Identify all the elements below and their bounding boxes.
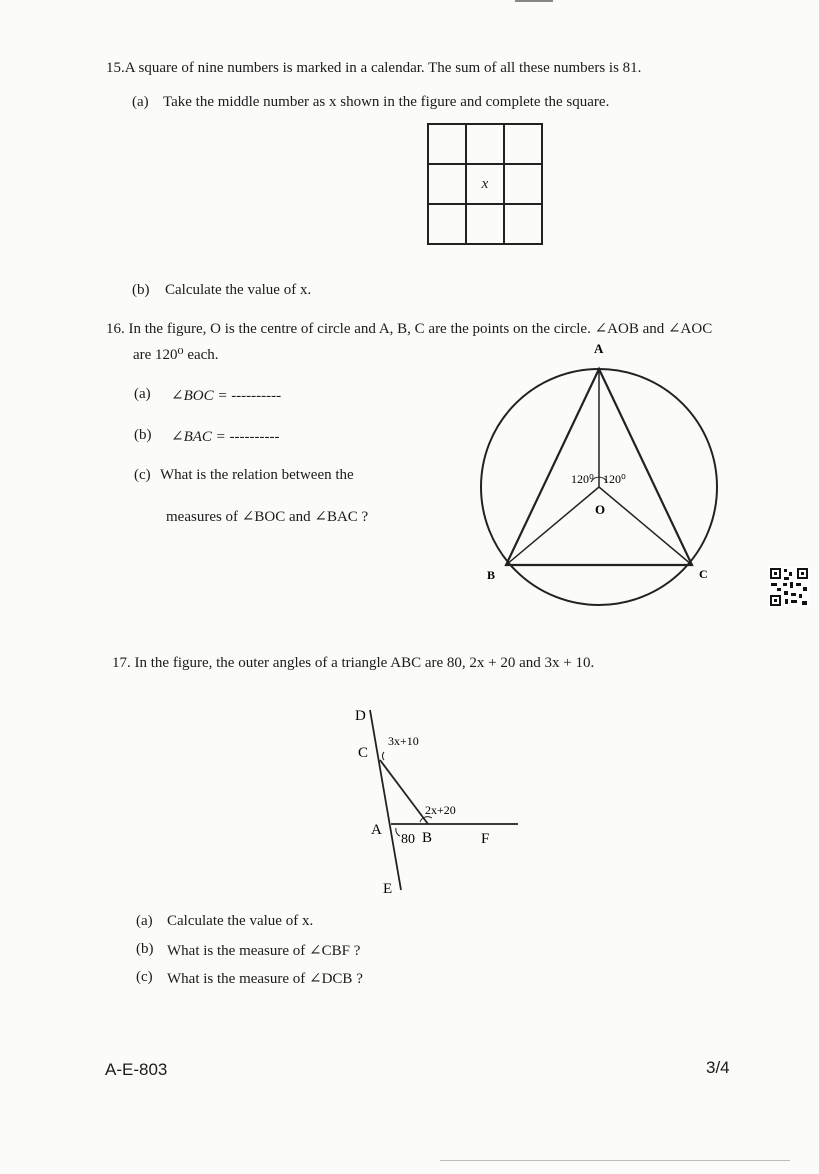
angle-aoc-label: 120⁰ — [603, 472, 626, 486]
angle-arc-a — [396, 828, 400, 836]
label-f: F — [481, 831, 490, 847]
top-scan-mark — [515, 0, 553, 2]
q17-part-c-text: What is the measure of ∠DCB ? — [167, 971, 363, 987]
page-number: 3/4 — [706, 1058, 730, 1077]
q15-part-b-label: (b) — [132, 282, 150, 298]
radius-oc — [599, 487, 692, 565]
q16-part-b-text: ∠BAC = ---------- — [171, 429, 280, 445]
question-16-text-line1: 16. In the figure, O is the centre of circle and A, B, C are the points on the circle. ∠AOB and ∠AOC — [106, 321, 713, 337]
grid-cell — [466, 204, 504, 244]
q16-part-b-label: (b) — [134, 427, 152, 443]
q17-part-b-label: (b) — [136, 941, 154, 957]
label-a: A — [371, 822, 382, 838]
question-17-text: 17. In the figure, the outer angles of a triangle ABC are 80, 2x + 20 and 3x + 10. — [112, 655, 595, 671]
q17-part-c-label: (c) — [136, 969, 153, 985]
bottom-scan-mark — [440, 1160, 790, 1161]
radius-ob — [506, 487, 599, 565]
q17-part-a-label: (a) — [136, 913, 153, 929]
label-b: B — [487, 568, 496, 582]
grid-cell — [428, 164, 466, 204]
label-e: E — [383, 881, 393, 897]
q16-part-a-label: (a) — [134, 386, 151, 402]
paper-code: A-E-803 — [105, 1060, 168, 1079]
grid-cell — [428, 124, 466, 164]
q15-part-a-label: (a) — [132, 94, 149, 110]
q16-part-a-text: ∠BOC = ---------- — [171, 388, 282, 404]
label-a: A — [594, 341, 604, 356]
label-b: B — [422, 830, 433, 846]
circle-triangle-figure — [470, 335, 730, 625]
label-o: O — [595, 502, 606, 517]
q15-part-b-text: Calculate the value of x. — [165, 282, 312, 298]
grid-cell-middle-x: x — [466, 164, 504, 204]
q17-part-a-text: Calculate the value of x. — [167, 913, 314, 929]
q16-part-c-text-line1: What is the relation between the — [160, 467, 354, 483]
label-c: C — [699, 567, 708, 581]
grid-cell — [504, 124, 542, 164]
label-c: C — [358, 745, 369, 761]
question-16-text-line2: are 120⁰ each. — [133, 347, 219, 363]
calendar-square-grid — [427, 123, 543, 245]
q17-part-b-text: What is the measure of ∠CBF ? — [167, 943, 361, 959]
angle-c-label: 3x+10 — [388, 734, 419, 748]
grid-cell — [466, 124, 504, 164]
angle-a-label: 80 — [401, 832, 415, 847]
triangle-outer-angles-figure — [340, 700, 530, 900]
label-d: D — [355, 708, 366, 724]
q16-part-c-text-line2: measures of ∠BOC and ∠BAC ? — [166, 509, 369, 525]
qr-code-icon — [769, 567, 809, 607]
grid-cell — [504, 204, 542, 244]
grid-cell — [504, 164, 542, 204]
q16-part-c-label: (c) — [134, 467, 151, 483]
question-15-text: 15.A square of nine numbers is marked in a calendar. The sum of all these numbers is 81. — [106, 60, 642, 76]
angle-aob-label: 120⁰ — [571, 472, 594, 486]
angle-b-label: 2x+20 — [425, 803, 456, 817]
angle-arc-c — [382, 752, 384, 760]
grid-cell — [428, 204, 466, 244]
q15-part-a-text: Take the middle number as x shown in the figure and complete the square. — [163, 94, 610, 110]
